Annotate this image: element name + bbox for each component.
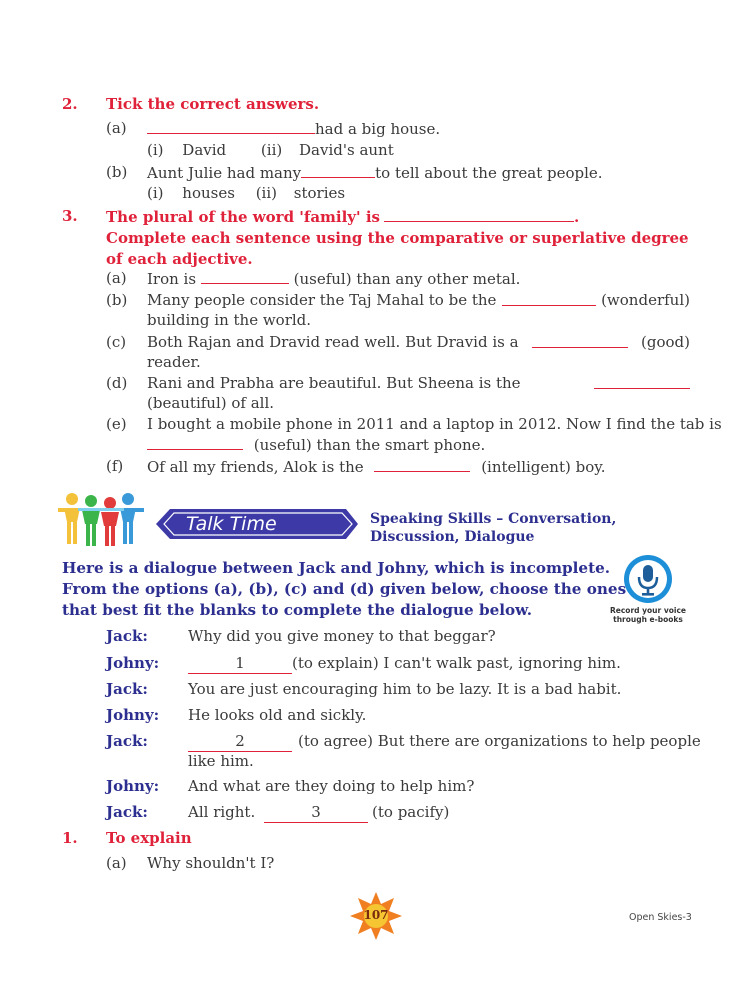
- q2b-opt2-label: (ii): [255, 184, 278, 202]
- option1-heading: To explain: [106, 829, 192, 847]
- intro-line3: that best fit the blanks to complete the dialogue below.: [62, 601, 532, 619]
- q3-plural: [106, 206, 579, 227]
- record-line2: through e-books: [613, 615, 683, 624]
- dialogue-speaker: Johny:: [106, 654, 160, 672]
- q3a-sentence: [147, 268, 520, 289]
- q3d-line2: (beautiful) of all.: [147, 394, 275, 412]
- q3-number: 3.: [62, 207, 78, 225]
- q2b-sentence: [147, 162, 603, 183]
- dialogue-line-text: (to agree) But there are organizations to help people: [298, 732, 701, 750]
- option1a-label: (a): [106, 854, 127, 872]
- dialogue-line-text: (to pacify): [372, 803, 450, 821]
- q2a-label: (a): [106, 119, 127, 137]
- q3c-blank[interactable]: [532, 332, 628, 348]
- dialogue-speaker: Jack:: [106, 732, 148, 750]
- q3c-sentence: [147, 332, 690, 352]
- dialogue-blank-3[interactable]: 3: [264, 802, 368, 823]
- q3a-after: (useful) than any other metal.: [293, 270, 521, 288]
- dialogue-line: [188, 731, 701, 752]
- dialogue-speaker: Jack:: [106, 627, 148, 645]
- q2b-options: [147, 183, 345, 203]
- q3b-label: (b): [106, 291, 128, 309]
- dialogue-line: You are just encouraging him to be lazy. It is a bad habit.: [188, 680, 622, 698]
- dialogue-blank-2[interactable]: 2: [188, 731, 292, 752]
- dialogue-speaker: Johny:: [106, 777, 160, 795]
- skills-line2: Discussion, Dialogue: [370, 529, 535, 545]
- q2a-opt1-label: (i): [147, 141, 164, 159]
- q3a-before: Iron is: [147, 270, 197, 288]
- q2a-options: [147, 140, 394, 160]
- intro-line1: Here is a dialogue between Jack and Johny, which is incomplete.: [62, 559, 611, 577]
- q2a-opt2-label: (ii): [260, 141, 283, 159]
- dialogue-line-before: All right.: [188, 803, 256, 821]
- dialogue-line: Why did you give money to that beggar?: [188, 627, 496, 645]
- kids-icon: [58, 490, 162, 550]
- q2b-blank[interactable]: [301, 162, 375, 178]
- dialogue-speaker: Jack:: [106, 680, 148, 698]
- q2b-opt2[interactable]: stories: [293, 184, 346, 202]
- dialogue-line: [188, 653, 621, 674]
- q2a-opt2[interactable]: David's aunt: [299, 141, 394, 159]
- q3c-before: Both Rajan and Dravid read well. But Dravid is a: [147, 333, 519, 351]
- q2a-sentence: [147, 118, 440, 139]
- record-caption: [600, 606, 696, 624]
- dialogue-speaker: Jack:: [106, 803, 148, 821]
- q3-plural-text: The plural of the word 'family' is: [106, 208, 380, 226]
- dialogue-line: And what are they doing to help him?: [188, 777, 475, 795]
- q2b-label: (b): [106, 163, 128, 181]
- dialogue-line-continued: like him.: [188, 752, 254, 770]
- dialogue-line-text: (to explain) I can't walk past, ignoring him.: [292, 654, 621, 672]
- dialogue-blank-1[interactable]: 1: [188, 653, 292, 674]
- q3d-label: (d): [106, 374, 128, 392]
- q3b-sentence: [147, 290, 690, 310]
- q3b-after: (wonderful): [601, 291, 690, 309]
- q3-instruction-line1: Complete each sentence using the comparative or superlative degree: [106, 229, 689, 247]
- q3a-label: (a): [106, 269, 127, 287]
- q2-number: 2.: [62, 95, 78, 113]
- dialogue-speaker: Johny:: [106, 706, 160, 724]
- option1a-text[interactable]: Why shouldn't I?: [147, 854, 275, 872]
- q2b-before: Aunt Julie had many: [147, 164, 302, 182]
- q3f-before: Of all my friends, Alok is the: [147, 458, 364, 476]
- q3c-after: (good): [641, 333, 690, 351]
- dialogue-line: [188, 802, 449, 823]
- talk-time-title: Talk Time: [186, 513, 277, 535]
- q2b-opt1[interactable]: houses: [182, 184, 235, 202]
- page-number: 107: [363, 908, 389, 922]
- q3f-after: (intelligent) boy.: [481, 458, 606, 476]
- microphone-icon[interactable]: [618, 553, 678, 605]
- q3-plural-blank[interactable]: [384, 206, 574, 222]
- intro-line2: From the options (a), (b), (c) and (d) given below, choose the ones: [62, 580, 627, 598]
- q2b-opt1-label: (i): [147, 184, 164, 202]
- q3f-blank[interactable]: [374, 456, 470, 472]
- q2a-opt1[interactable]: David: [182, 141, 227, 159]
- q3b-line2: building in the world.: [147, 311, 312, 329]
- book-title: Open Skies-3: [629, 912, 692, 923]
- q3e-line1: I bought a mobile phone in 2011 and a laptop in 2012. Now I find the tab is: [147, 415, 722, 433]
- q2a-after: had a big house.: [315, 120, 441, 138]
- q2-heading: Tick the correct answers.: [106, 95, 320, 113]
- q3c-line2: reader.: [147, 353, 201, 371]
- q3c-label: (c): [106, 333, 127, 351]
- skills-line1: Speaking Skills – Conversation,: [370, 511, 617, 527]
- q3f-sentence: [147, 456, 605, 477]
- q3-instruction-line2: of each adjective.: [106, 250, 253, 268]
- q2b-after: to tell about the great people.: [375, 164, 603, 182]
- q3b-blank[interactable]: [502, 290, 596, 306]
- option1-number: 1.: [62, 829, 78, 847]
- q3d-before: Rani and Prabha are beautiful. But Sheena is the: [147, 374, 521, 392]
- dialogue-line: He looks old and sickly.: [188, 706, 367, 724]
- q3-plural-end: .: [573, 208, 580, 226]
- record-line1: Record your voice: [610, 606, 686, 615]
- q3d-sentence: [147, 373, 690, 393]
- q3e-after: (useful) than the smart phone.: [253, 436, 486, 454]
- q2a-blank[interactable]: [147, 118, 315, 134]
- q3d-blank[interactable]: [594, 373, 690, 389]
- q3f-label: (f): [106, 457, 124, 475]
- q3e-line2: [147, 434, 485, 455]
- q3e-label: (e): [106, 415, 127, 433]
- q3b-before: Many people consider the Taj Mahal to be the: [147, 291, 497, 309]
- q3a-blank[interactable]: [201, 268, 289, 284]
- q3e-blank[interactable]: [147, 434, 243, 450]
